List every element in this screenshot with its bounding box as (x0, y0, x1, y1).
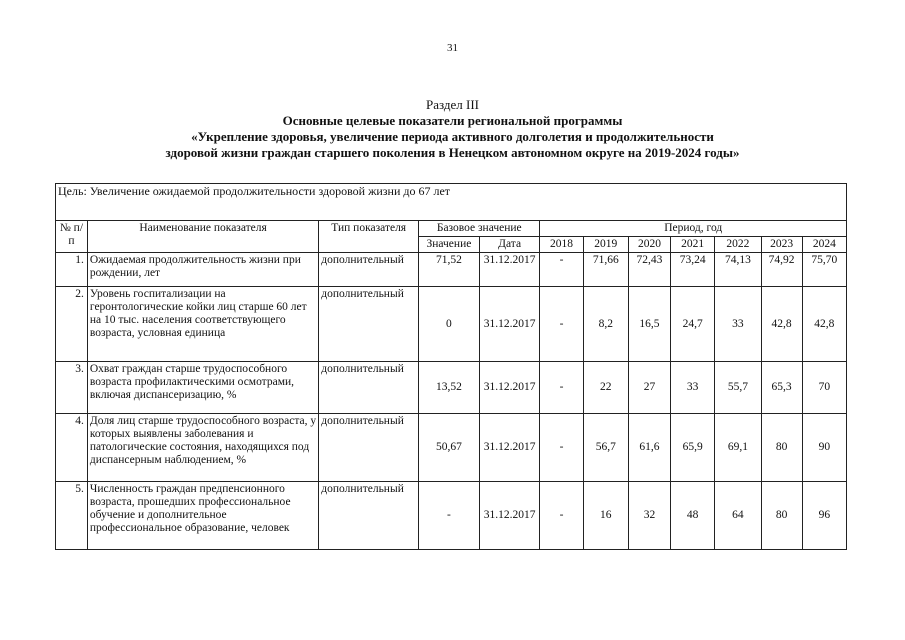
indicator-type: дополнительный (319, 414, 419, 482)
col-header-base: Базовое значение (419, 221, 540, 237)
col-header-base-value: Значение (419, 237, 480, 253)
document-header (0, 97, 905, 161)
base-value: 50,67 (419, 414, 480, 482)
indicator-name: Уровень госпитализации на геронтологические койки лиц старше 60 лет на 10 тыс. населения соответствующего возраста, условная единица (87, 287, 318, 362)
year-value: 80 (761, 414, 802, 482)
year-value: 71,66 (583, 253, 628, 287)
year-value: 48 (671, 482, 715, 550)
year-value: 42,8 (761, 287, 802, 362)
indicator-type: дополнительный (319, 287, 419, 362)
year-value: - (540, 253, 583, 287)
year-header: 2023 (761, 237, 802, 253)
page-number: 31 (447, 42, 458, 54)
indicators-table (55, 183, 847, 550)
year-value: 74,13 (715, 253, 761, 287)
year-value: - (540, 414, 583, 482)
year-value: 8,2 (583, 287, 628, 362)
year-value: 96 (802, 482, 846, 550)
year-header: 2019 (583, 237, 628, 253)
year-value: 32 (628, 482, 670, 550)
header-row-1 (56, 221, 847, 237)
year-value: - (540, 287, 583, 362)
year-header: 2022 (715, 237, 761, 253)
year-value: 42,8 (802, 287, 846, 362)
col-header-base-date: Дата (479, 237, 540, 253)
indicator-name: Охват граждан старше трудоспособного возраста профилактическими осмотрами, включая диспансеризацию, % (87, 362, 318, 414)
base-date: 31.12.2017 (479, 414, 540, 482)
year-value: 27 (628, 362, 670, 414)
section-title: Раздел III (425, 97, 479, 112)
base-value: - (419, 482, 480, 550)
col-header-name: Наименование показателя (87, 221, 318, 253)
year-value: 33 (715, 287, 761, 362)
indicator-name: Ожидаемая продолжительность жизни при рождении, лет (87, 253, 318, 287)
year-value: 16,5 (628, 287, 670, 362)
year-value: - (540, 482, 583, 550)
table-row (56, 482, 847, 550)
col-header-num: № п/п (56, 221, 88, 253)
program-title-line-2: «Укрепление здоровья, увеличение периода активного долголетия и продолжительности (191, 129, 714, 144)
indicator-type: дополнительный (319, 362, 419, 414)
year-value: 22 (583, 362, 628, 414)
base-date: 31.12.2017 (479, 253, 540, 287)
year-value: 61,6 (628, 414, 670, 482)
indicator-type: дополнительный (319, 482, 419, 550)
year-value: 70 (802, 362, 846, 414)
year-value: 65,3 (761, 362, 802, 414)
year-value: 90 (802, 414, 846, 482)
row-num: 4. (56, 414, 88, 482)
base-value: 71,52 (419, 253, 480, 287)
year-value: - (540, 362, 583, 414)
base-value: 0 (419, 287, 480, 362)
row-num: 1. (56, 253, 88, 287)
year-header: 2021 (671, 237, 715, 253)
year-value: 24,7 (671, 287, 715, 362)
row-num: 5. (56, 482, 88, 550)
col-header-type: Тип показателя (319, 221, 419, 253)
base-value: 13,52 (419, 362, 480, 414)
program-title-line-3: здоровой жизни граждан старшего поколения в Ненецком автономном округе на 2019-2024 годы» (165, 145, 740, 160)
col-header-period: Период, год (540, 221, 847, 237)
indicator-type: дополнительный (319, 253, 419, 287)
row-num: 2. (56, 287, 88, 362)
year-value: 56,7 (583, 414, 628, 482)
year-header: 2020 (628, 237, 670, 253)
year-value: 80 (761, 482, 802, 550)
year-value: 69,1 (715, 414, 761, 482)
indicator-name: Доля лиц старше трудоспособного возраста, у которых выявлены заболевания и патологические состояния, находящихся под диспансерным наблюдением, % (87, 414, 318, 482)
year-value: 16 (583, 482, 628, 550)
program-title-line-1: Основные целевые показатели региональной программы (282, 113, 623, 128)
year-header: 2018 (540, 237, 583, 253)
base-date: 31.12.2017 (479, 482, 540, 550)
year-value: 72,43 (628, 253, 670, 287)
year-value: 65,9 (671, 414, 715, 482)
row-num: 3. (56, 362, 88, 414)
year-value: 55,7 (715, 362, 761, 414)
table-row (56, 287, 847, 362)
table-row (56, 253, 847, 287)
year-header: 2024 (802, 237, 846, 253)
year-value: 74,92 (761, 253, 802, 287)
year-value: 33 (671, 362, 715, 414)
goal-cell: Цель: Увеличение ожидаемой продолжительности здоровой жизни до 67 лет (56, 184, 847, 221)
year-value: 64 (715, 482, 761, 550)
indicator-name: Численность граждан предпенсионного возраста, прошедших профессиональное обучение и дополнительное профессиональное образование, человек (87, 482, 318, 550)
year-value: 73,24 (671, 253, 715, 287)
base-date: 31.12.2017 (479, 287, 540, 362)
base-date: 31.12.2017 (479, 362, 540, 414)
table-row (56, 414, 847, 482)
table-row (56, 362, 847, 414)
goal-row (56, 184, 847, 221)
year-value: 75,70 (802, 253, 846, 287)
